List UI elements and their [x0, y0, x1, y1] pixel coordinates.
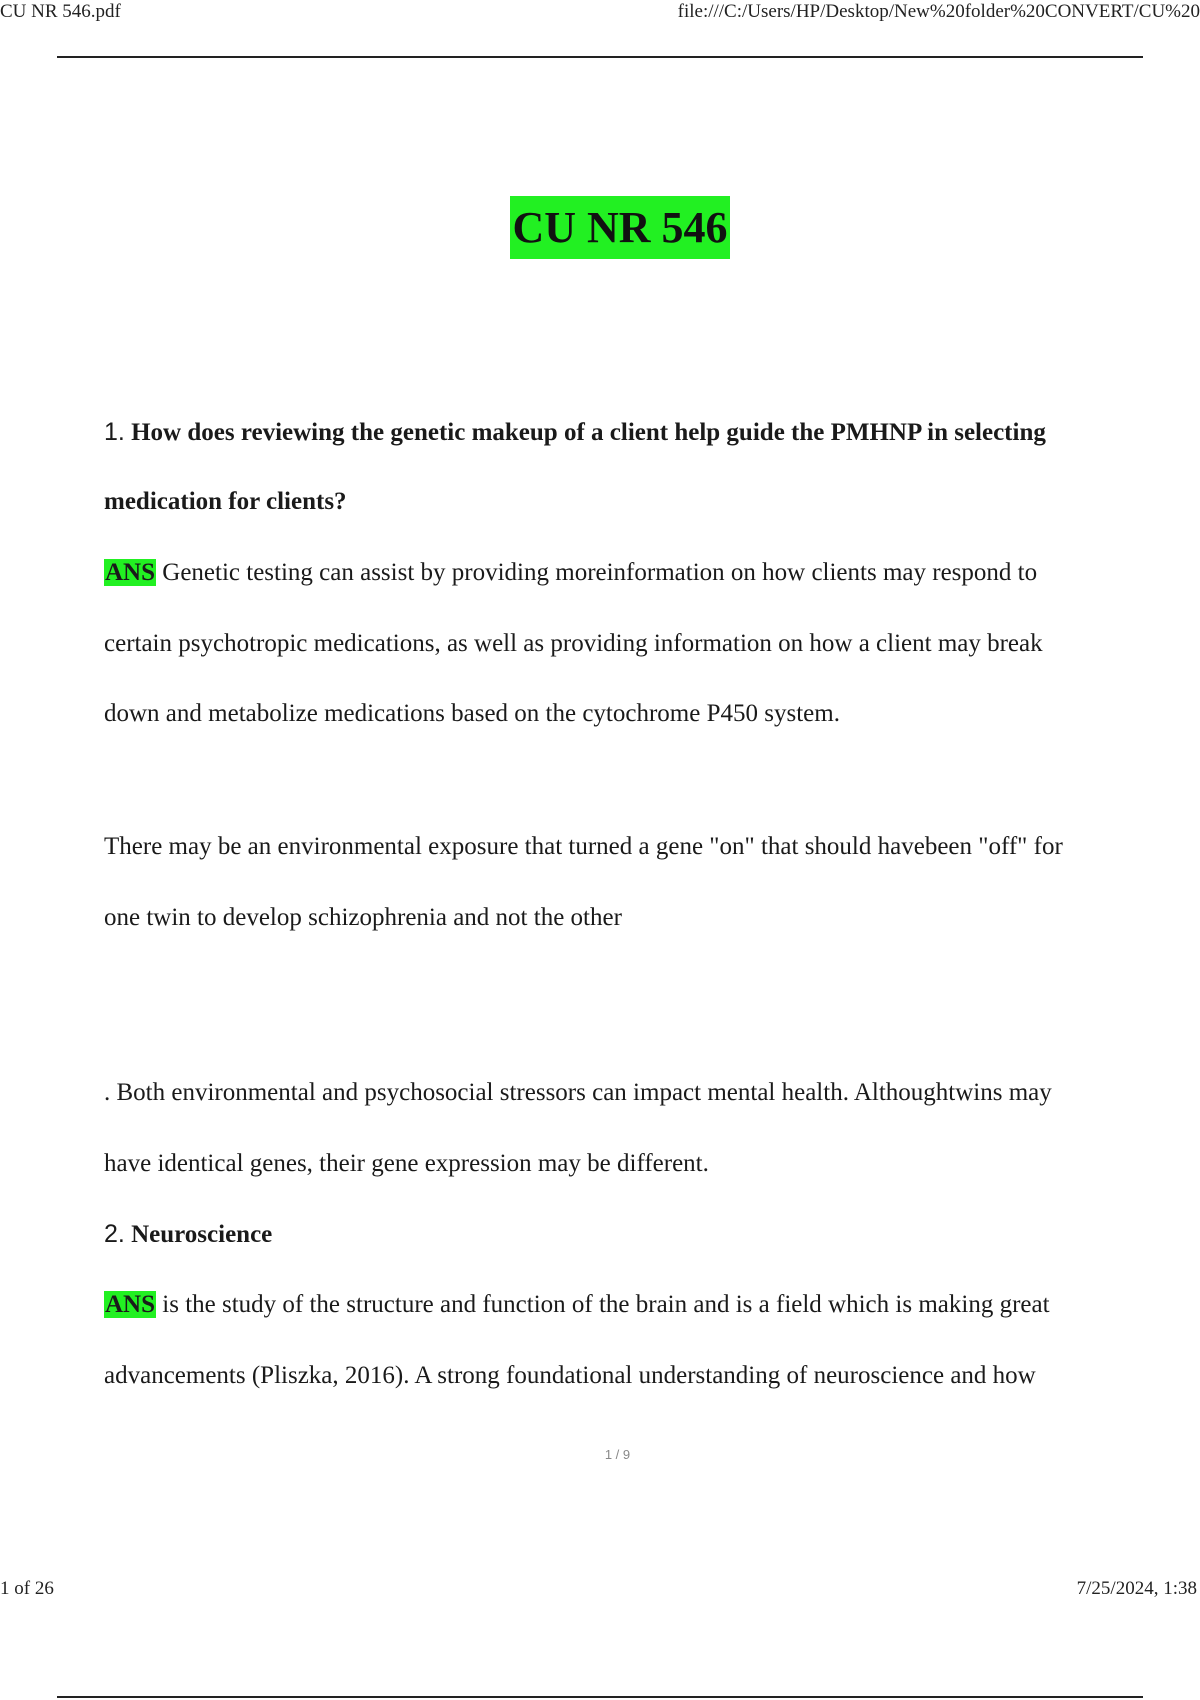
page-indicator: 1 / 9: [604, 1447, 631, 1462]
print-footer-page-count: 1 of 26: [0, 1578, 54, 1599]
answer-2-line-2: advancements (Pliszka, 2016). A strong foundational understanding of neuroscience and how: [104, 1362, 1036, 1389]
print-header-filename: CU NR 546.pdf: [0, 1, 121, 22]
question-text: How does reviewing the genetic makeup of a client help guide the PMHNP in selecting: [131, 419, 1046, 446]
ans-label: ANS: [105, 559, 156, 586]
answer-1-line-3: down and metabolize medications based on the cytochrome P450 system.: [104, 700, 840, 727]
paragraph-3-line-2: have identical genes, their gene expression may be different.: [104, 1150, 709, 1177]
paragraph-2-line-1: There may be an environmental exposure that turned a gene "on" that should havebeen "off" for: [104, 833, 1063, 860]
paragraph-2-line-2: one twin to develop schizophrenia and not the other: [104, 904, 622, 931]
answer-text: is the study of the structure and function of the brain and is a field which is making great: [162, 1291, 1050, 1318]
question-number: 1.: [104, 418, 125, 446]
question-1-line-1: [104, 417, 1046, 448]
question-2: [104, 1219, 272, 1250]
ans-label: ANS: [105, 1291, 156, 1318]
question-text: Neuroscience: [131, 1221, 273, 1248]
print-header-url: file:///C:/Users/HP/Desktop/New%20folder%20CONVERT/CU%20: [677, 1, 1200, 22]
answer-2-line-1: [104, 1290, 1050, 1320]
question-1-line-2: medication for clients?: [104, 488, 347, 515]
question-number: 2.: [104, 1220, 125, 1248]
footer-divider: [57, 1696, 1143, 1698]
answer-1-line-2: certain psychotropic medications, as well as providing information on how a client may break: [104, 630, 1043, 657]
document-title: CU NR 546: [510, 196, 730, 259]
header-divider: [57, 56, 1143, 58]
answer-text: Genetic testing can assist by providing moreinformation on how clients may respond to: [162, 559, 1038, 586]
print-footer-timestamp: 7/25/2024, 1:38: [1076, 1578, 1197, 1599]
paragraph-3-line-1: . Both environmental and psychosocial stressors can impact mental health. Althoughtwins may: [104, 1079, 1052, 1106]
answer-1-line-1: [104, 558, 1037, 588]
